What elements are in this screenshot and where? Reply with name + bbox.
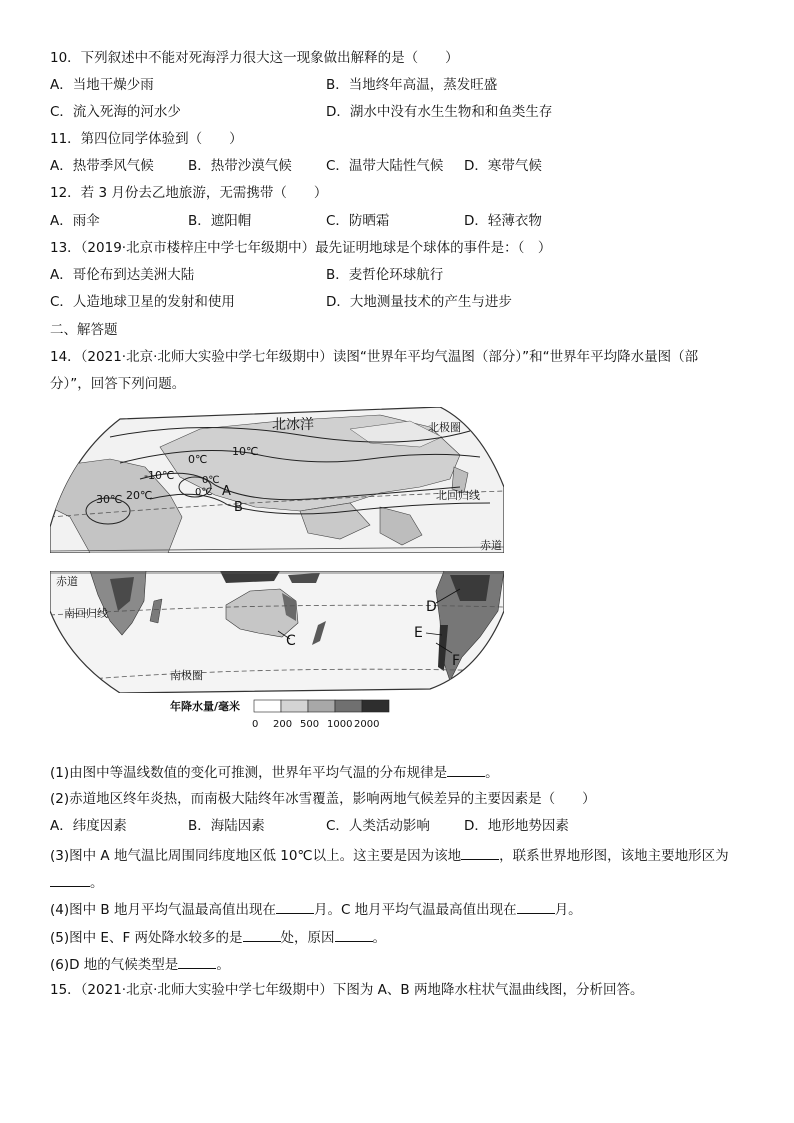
q14-sub2: (2)赤道地区终年炎热，而南极大陆终年冰雪覆盖，影响两地气候差异的主要因素是（ ） bbox=[50, 791, 596, 807]
q13-option-d: D．大地测量技术的产生与进步 bbox=[326, 294, 512, 310]
isotherm-minus10-label: -10℃ bbox=[144, 469, 175, 482]
precipitation-map bbox=[50, 571, 504, 693]
legend-swatch bbox=[362, 700, 389, 712]
q12-option-c: C．防晒霜 bbox=[326, 213, 390, 229]
q14-sub2-option-c: C．人类活动影响 bbox=[326, 818, 430, 834]
tropic-capricorn-label: 南回归线 bbox=[64, 607, 108, 620]
temperature-map bbox=[50, 407, 504, 553]
q14-stem-line2: 分）”，回答下列问题。 bbox=[50, 376, 186, 392]
q10-option-b: B．当地终年高温，蒸发旺盛 bbox=[326, 77, 498, 93]
isotherm-0c-label: 0℃ bbox=[195, 487, 213, 498]
q13-option-b: B．麦哲伦环球航行 bbox=[326, 267, 444, 283]
answer-blank[interactable] bbox=[178, 954, 216, 969]
sub6-text: (6)D 地的气候类型是 bbox=[50, 957, 179, 973]
legend-title: 年降水量/毫米 bbox=[170, 700, 241, 713]
sub3-text-a: (3)图中 A 地气温比周围同纬度地区低 10℃以上。这主要是因为该地 bbox=[50, 848, 462, 864]
q13-stem: 13．（2019·北京市楼梓庄中学七年级期中）最先证明地球是个球体的事件是：（ ） bbox=[50, 240, 552, 256]
q14-sub1 bbox=[50, 762, 499, 782]
sub6-end: 。 bbox=[216, 957, 230, 973]
q14-sub5 bbox=[50, 927, 386, 947]
q14-sub3 bbox=[50, 845, 729, 865]
q12-option-a: A．雨伞 bbox=[50, 213, 100, 229]
q13-option-c: C．人造地球卫星的发射和使用 bbox=[50, 294, 235, 310]
arctic-ocean-label: 北冰洋 bbox=[272, 417, 314, 433]
legend-swatch bbox=[281, 700, 308, 712]
sub4-end: 月。 bbox=[554, 902, 582, 918]
q14-sub1-text: (1)由图中等温线数值的变化可推测，世界年平均气温的分布规律是 bbox=[50, 765, 448, 781]
answer-blank[interactable] bbox=[50, 872, 90, 887]
q14-sub2-option-b: B．海陆因素 bbox=[188, 818, 265, 834]
point-a-label: A bbox=[222, 484, 231, 499]
legend-swatch bbox=[254, 700, 281, 712]
q11-option-a: A．热带季风气候 bbox=[50, 158, 154, 174]
legend-swatch bbox=[335, 700, 362, 712]
q12-stem: 12．若 3 月份去乙地旅游，无需携带（ ） bbox=[50, 185, 328, 201]
q10-stem: 10．下列叙述中不能对死海浮力很大这一现象做出解释的是（ ） bbox=[50, 50, 459, 66]
answer-blank[interactable] bbox=[517, 899, 555, 914]
isotherm-20-label: 20℃ bbox=[126, 489, 153, 502]
q14-sub6 bbox=[50, 954, 230, 974]
q10-option-a: A．当地干燥少雨 bbox=[50, 77, 154, 93]
sub4-text-a: (4)图中 B 地月平均气温最高值出现在 bbox=[50, 902, 276, 918]
arctic-circle-label: 北极圈 bbox=[428, 421, 461, 434]
legend-tick-label: 200 bbox=[273, 719, 293, 730]
q14-sub3-cont bbox=[50, 872, 104, 892]
sub1-end: 。 bbox=[485, 765, 499, 781]
sub5-text-a: (5)图中 E、F 两处降水较多的是 bbox=[50, 930, 243, 946]
q11-option-c: C．温带大陆性气候 bbox=[326, 158, 444, 174]
point-e-label: E bbox=[414, 625, 423, 641]
answer-blank[interactable] bbox=[335, 927, 373, 942]
point-f-label: F bbox=[452, 653, 461, 669]
q12-option-b: B．遮阳帽 bbox=[188, 213, 252, 229]
answer-blank[interactable] bbox=[243, 927, 281, 942]
equator-label-2: 赤道 bbox=[56, 575, 78, 588]
sub4-text-b: 月。C 地月平均气温最高值出现在 bbox=[313, 902, 517, 918]
point-d-label: D bbox=[426, 599, 437, 615]
q10-option-c: C．流入死海的河水少 bbox=[50, 104, 181, 120]
point-c-label: C bbox=[286, 633, 296, 649]
isotherm-10-label: 10℃ bbox=[232, 445, 259, 458]
answer-blank[interactable] bbox=[447, 762, 485, 777]
q12-option-d: D．轻薄衣物 bbox=[464, 213, 542, 229]
answer-blank[interactable] bbox=[461, 845, 499, 860]
q14-sub2-option-a: A．纬度因素 bbox=[50, 818, 127, 834]
point-b-label: B bbox=[234, 500, 243, 515]
isotherm-30-label: 30℃ bbox=[96, 493, 123, 506]
section-heading: 二、解答题 bbox=[50, 322, 118, 338]
q15-stem: 15．（2021·北京·北师大实验中学七年级期中）下图为 A、B 两地降水柱状气温曲线图，分析回答。 bbox=[50, 982, 644, 998]
legend-tick-label: 500 bbox=[300, 719, 320, 730]
antarctic-circle-label: 南极圈 bbox=[170, 669, 203, 682]
isotherm-0b-label: 0℃ bbox=[202, 475, 220, 486]
legend-tick-label: 2000 bbox=[354, 719, 380, 730]
legend-tick-label: 0 bbox=[252, 719, 259, 730]
q14-stem-line1: 14．（2021·北京·北师大实验中学七年级期中）读图“世界年平均气温图（部分）”和“世界年平均降水量图（部 bbox=[50, 349, 699, 365]
q14-sub4 bbox=[50, 899, 582, 919]
sub5-end: 。 bbox=[372, 930, 386, 946]
precipitation-legend bbox=[170, 697, 410, 731]
sub3-end: 。 bbox=[90, 875, 104, 891]
q13-option-a: A．哥伦布到达美洲大陆 bbox=[50, 267, 195, 283]
q11-option-d: D．寒带气候 bbox=[464, 158, 542, 174]
answer-blank[interactable] bbox=[276, 899, 314, 914]
isotherm-0-label: 0℃ bbox=[188, 453, 208, 466]
tropic-cancer-label: 北回归线 bbox=[436, 489, 480, 502]
legend-tick-label: 1000 bbox=[327, 719, 353, 730]
sub5-text-b: 处，原因 bbox=[280, 930, 335, 946]
sub3-text-b: ，联系世界地形图，该地主要地形区为 bbox=[499, 848, 729, 864]
equator-label-1: 赤道 bbox=[480, 539, 502, 552]
q10-option-d: D．湖水中没有水生生物和和鱼类生存 bbox=[326, 104, 553, 120]
q11-stem: 11．第四位同学体验到（ ） bbox=[50, 131, 243, 147]
q14-sub2-option-d: D．地形地势因素 bbox=[464, 818, 569, 834]
q11-option-b: B．热带沙漠气候 bbox=[188, 158, 292, 174]
legend-swatch bbox=[308, 700, 335, 712]
